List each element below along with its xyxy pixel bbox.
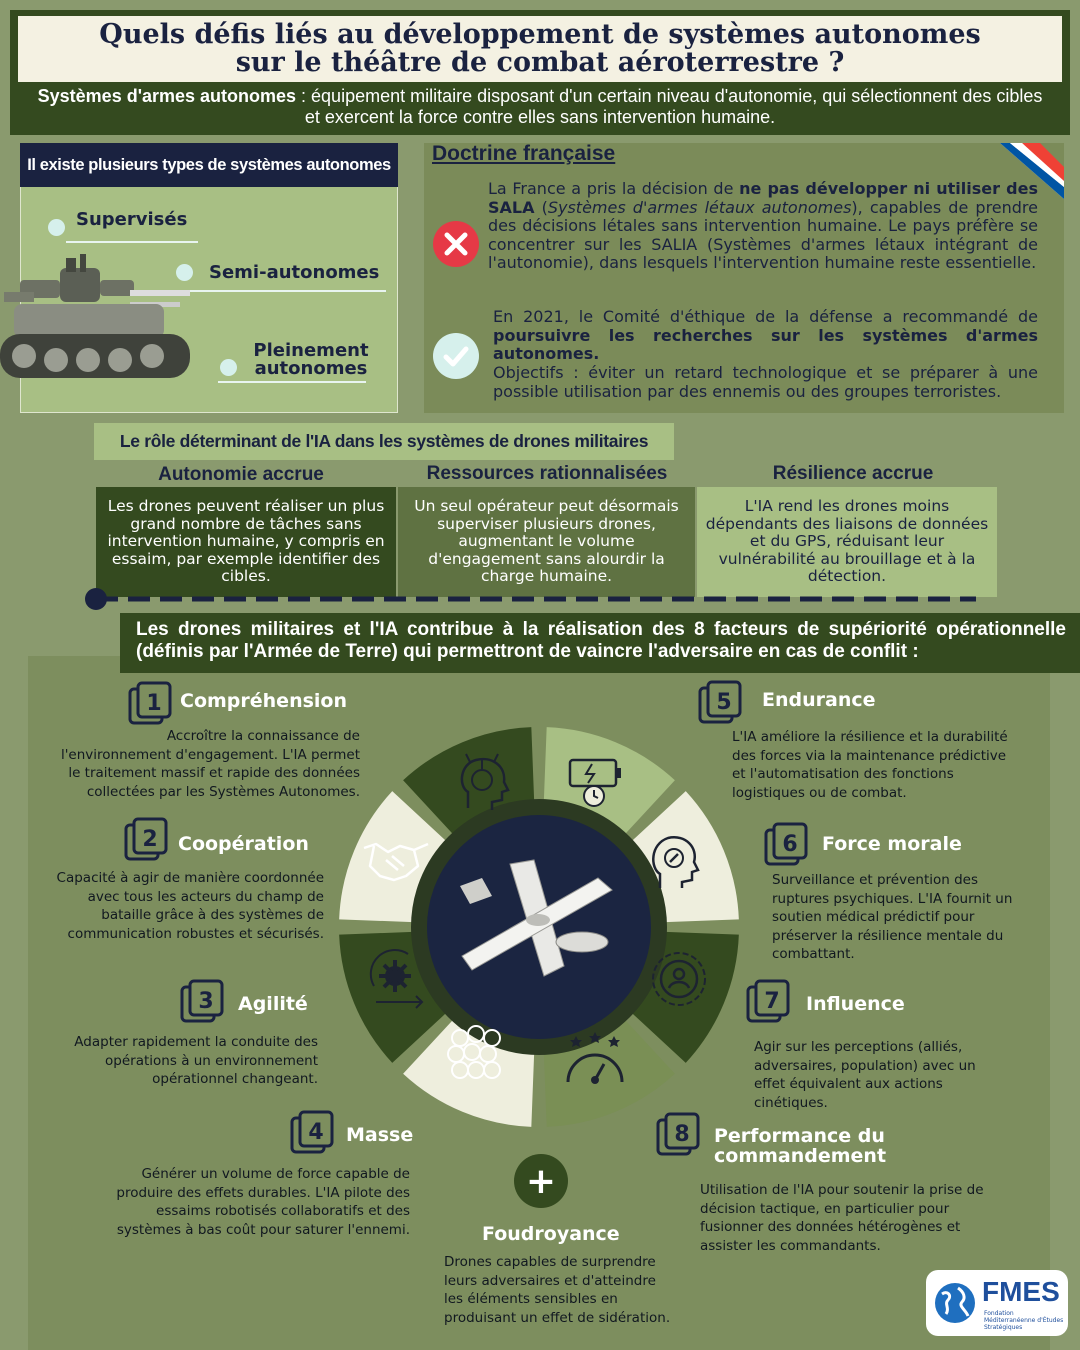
definition-text <box>30 86 1050 128</box>
globe-icon <box>932 1280 978 1326</box>
superiority-banner: Les drones militaires et l'IA contribue à la réalisation des 8 facteurs de supériorité opérationnelle (définis par l'Armée de Terre) qui permettront de vaincre l'adversaire en cas de conflit : <box>120 613 1080 673</box>
factor-6-text: Surveillance et prévention des ruptures psychiques. L'IA fournit un soutien médical prédictif pour préserver la résilience mentale du combattant. <box>772 872 1013 962</box>
brain-head-icon <box>448 748 528 818</box>
number-5-icon <box>698 680 742 724</box>
number-4-icon <box>290 1110 334 1154</box>
factor-extra-title: Foudroyance <box>482 1223 620 1245</box>
ai-role-banner: Le rôle déterminant de l'IA dans les systèmes de drones militaires <box>94 423 674 460</box>
doctrine-approval-text: En 2021, le Comité d'éthique de la défense a recommandé de poursuivre les recherches sur les systèmes d'armes autonomes. <box>493 307 1038 363</box>
factor-4-title: Masse <box>346 1124 414 1146</box>
type-fully-autonomous: Pleinement autonomes <box>253 340 369 379</box>
number-7-icon <box>746 979 790 1023</box>
divider <box>174 290 386 292</box>
doctrine-title: Doctrine française <box>432 142 616 165</box>
factor-5-text: L'IA améliore la résilience et la durabilité des forces via la maintenance prédictive et l'automatisation des fonctions logistiques ou de combat. <box>732 729 1008 801</box>
factor-1-text: Accroître la connaissance de l'environnement d'engagement. L'IA permet le traitement massif et rapide des données collectées par les Systèmes Autonomes. <box>60 728 360 800</box>
factor-8-text: Utilisation de l'IA pour soutenir la prise de décision tactique, en particulier pour fusionner des données hétérogènes et assister les commandants. <box>700 1182 984 1254</box>
factor-7-text: Agir sur les perceptions (alliés, adversaires, population) avec un effet équivalent aux actions cinétiques. <box>754 1039 976 1111</box>
fmes-logo <box>926 1270 1068 1336</box>
role-box-resilience: L'IA rend les drones moins dépendants des liaisons de données et du GPS, réduisant leur vulnérabilité au brouillage et à la détection. <box>697 487 997 597</box>
factor-5-title: Endurance <box>762 689 876 711</box>
svg-text:4: 4 <box>308 1120 324 1145</box>
number-3-icon <box>180 979 224 1023</box>
approval-emphasis: poursuivre les recherches sur les systèmes d'armes autonomes. <box>493 325 1038 363</box>
svg-text:5: 5 <box>716 690 732 715</box>
factor-3-title: Agilité <box>238 993 308 1015</box>
type-supervised: Supervisés <box>76 209 188 230</box>
factor-7-title: Influence <box>806 993 905 1015</box>
role-box-resources: Un seul opérateur peut désormais superviser plusieurs drones, augmentant le volume d'engagement sans alourdir la charge humaine. <box>398 487 695 597</box>
factor-4-text: Générer un volume de force capable de produire des effets durables. L'IA pilote des essaims robotisés collaboratifs et des systèmes à bas coût pour saturer l'ennemi. <box>116 1166 410 1238</box>
factor-3-text: Adapter rapidement la conduite des opérations à un environnement opérationnel changeant. <box>74 1034 318 1087</box>
definition-body: : équipement militaire disposant d'un certain niveau d'autonomie, qui sélectionnent des cibles et exercent la force contre elles sans intervention humaine. <box>296 86 1043 127</box>
logo-wordmark: FMES <box>982 1276 1060 1307</box>
number-8-icon <box>656 1112 700 1156</box>
type-semi-autonomous: Semi-autonomes <box>209 262 380 283</box>
role-title-autonomy: Autonomie accrue <box>158 464 324 485</box>
doctrine-objectives-text: Objectifs : éviter un retard technologique et se préparer à une possible utilisation par des ennemis ou des groupes terroristes. <box>493 363 1038 401</box>
role-box-autonomy: Les drones peuvent réaliser un plus grand nombre de tâches sans intervention humaine, y compris en essaim, par exemple identifier des cibles. <box>96 487 396 597</box>
battery-clock-icon <box>566 752 630 810</box>
refuse-cross-icon <box>432 220 480 268</box>
bullet-dot <box>48 219 65 236</box>
plus-icon: + <box>514 1154 568 1208</box>
divider <box>66 241 198 243</box>
swarm-cluster-icon <box>446 1024 506 1086</box>
svg-text:2: 2 <box>142 827 158 852</box>
refusal-emphasis: ne pas développer ni utiliser des SALA <box>488 179 1038 217</box>
svg-text:6: 6 <box>782 832 798 857</box>
svg-text:1: 1 <box>146 691 162 716</box>
page-title: Quels défis liés au développement de systèmes autonomes sur le théâtre de combat aéroterrestre ? <box>99 19 981 78</box>
robot-tank-illustration <box>0 250 200 410</box>
role-title-resources: Ressources rationnalisées <box>426 463 668 484</box>
logo-subtitle: Fondation Méditerranéenne d'Études Stratégiques <box>984 1310 1064 1331</box>
number-2-icon <box>124 817 168 861</box>
factor-extra-text: Drones capables de surprendre leurs adversaires et d'atteindre les éléments sensibles en produisant un effet de sidération. <box>444 1254 671 1326</box>
gear-cycle-icon <box>362 946 432 1010</box>
factor-1-title: Compréhension <box>180 690 347 712</box>
factor-2-text: Capacité à agir de manière coordonnée avec tous les acteurs du champ de bataille grâce à des systèmes de communication robustes et sécurisés. <box>56 870 324 942</box>
speedometer-stars-icon <box>562 1030 628 1086</box>
title-box <box>18 16 1062 82</box>
approve-check-icon <box>432 332 480 380</box>
role-title-resilience: Résilience accrue <box>772 463 934 484</box>
factor-2-title: Coopération <box>178 833 309 855</box>
svg-text:8: 8 <box>674 1122 690 1147</box>
svg-text:3: 3 <box>198 989 214 1014</box>
number-6-icon <box>764 822 808 866</box>
target-person-icon <box>648 948 710 1010</box>
timeline-line <box>80 584 980 614</box>
divider <box>218 381 366 383</box>
types-header: Il existe plusieurs types de systèmes autonomes <box>20 143 398 187</box>
definition-term: Systèmes d'armes autonomes <box>37 86 297 106</box>
svg-text:7: 7 <box>764 989 780 1014</box>
number-1-icon <box>128 681 172 725</box>
drone-illustration <box>452 856 624 984</box>
bullet-dot <box>220 359 237 376</box>
handshake-icon <box>360 836 432 886</box>
mind-compass-icon <box>646 830 700 892</box>
factor-6-title: Force morale <box>822 833 962 855</box>
doctrine-refusal-text: La France a pris la décision de ne pas développer ni utiliser des SALA (Systèmes d'armes létaux autonomes), capables de prendre des décisions létales sans intervention humaine. Le pays préfère se concentrer sur les SALIA (Systèmes d'armes létaux intégrant de l'autonomie), dans lesquels l'intervention humaine reste essentielle. <box>488 179 1039 272</box>
factor-8-title: Performance du commandement <box>714 1125 887 1167</box>
